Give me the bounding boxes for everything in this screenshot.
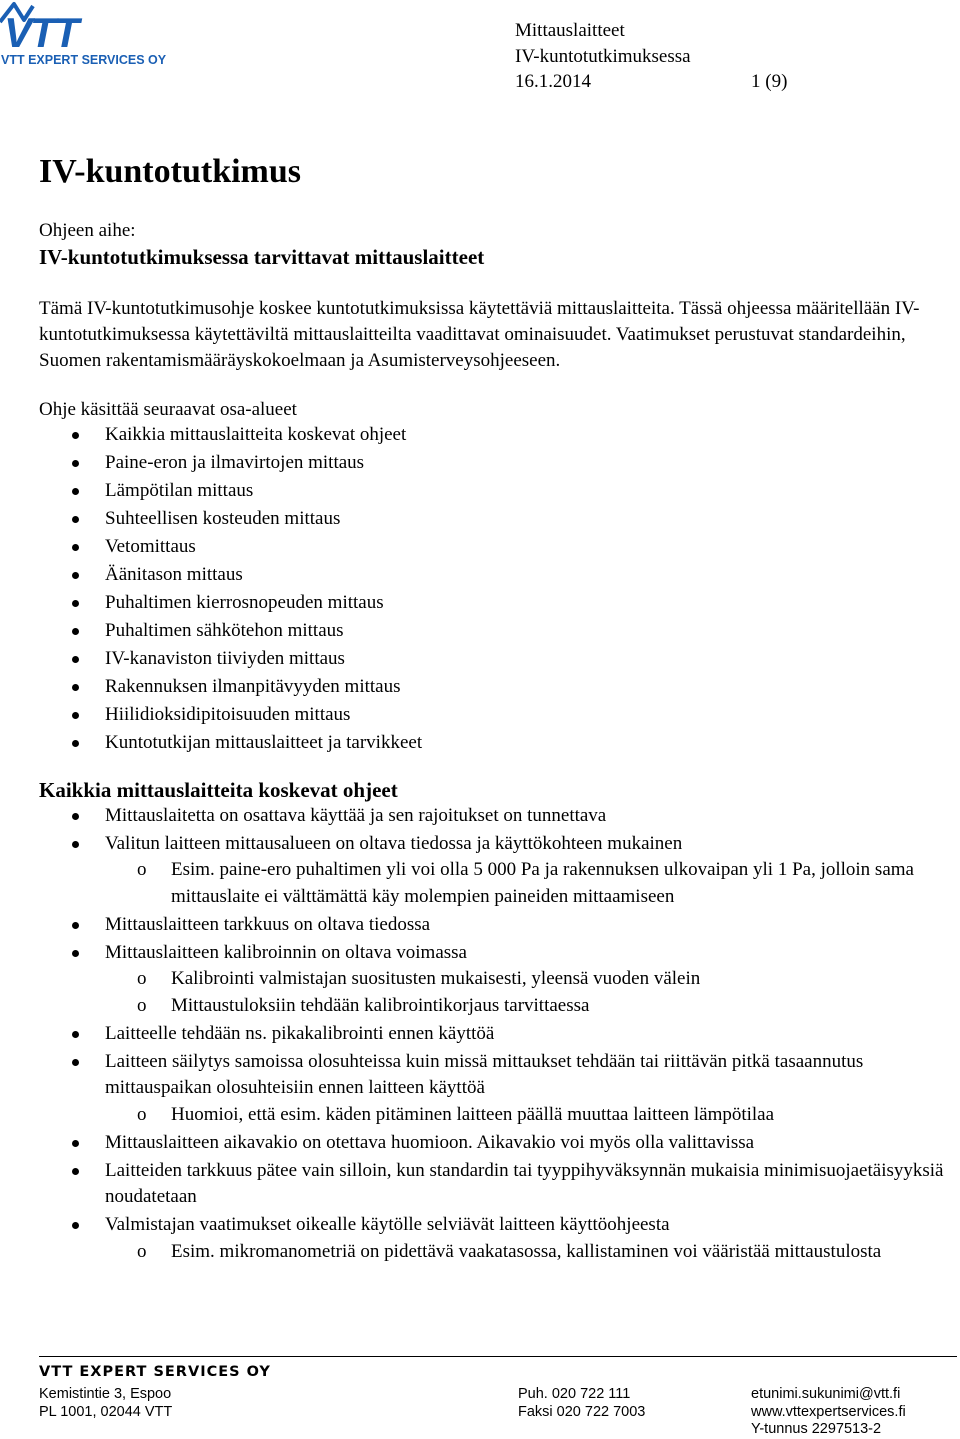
- requirement-item-text: Mittauslaitteen aikavakio on otettava huomioon. Aikavakio voi myös olla valittavissa: [105, 1131, 755, 1153]
- scope-item-text: Kuntotutkijan mittauslaitteet ja tarvikkeet: [105, 732, 423, 753]
- requirement-item-text: Valitun laitteen mittausalueen on oltava tiedossa ja käyttökohteen mukainen: [105, 832, 683, 854]
- sub-list: [0, 857, 951, 910]
- bullet-icon: [72, 1059, 79, 1066]
- sub-bullet-icon: o: [137, 859, 147, 880]
- footer-divider: [39, 1356, 957, 1357]
- requirement-item-text: Laitteelle tehdään ns. pikakalibrointi ennen käyttöä: [105, 1022, 495, 1044]
- bullet-icon: [72, 488, 79, 495]
- footer-fax: Faksi 020 722 7003: [518, 1403, 646, 1420]
- intro-paragraph: Tämä IV-kuntotutkimusohje koskee kuntotutkimuksissa käytettäviä mittauslaitteita. Tässä ohjeessa määritellään IV-kuntotutkimuksessa käytettäviltä mittauslaitteilta vaadittavat ominaisuudet. Vaatimukset perustuvat standardeihin, Suomen rakentamismääräyskokoelmaan ja Asumisterveysohjeeseen.: [39, 298, 920, 371]
- sub-list: [0, 1239, 951, 1266]
- bullet-icon: [72, 628, 79, 635]
- logo-subtitle: VTT EXPERT SERVICES OY: [1, 53, 167, 67]
- sub-bullet-icon: o: [137, 1240, 147, 1262]
- sub-list: [0, 1102, 951, 1129]
- scope-item: [0, 589, 945, 617]
- topic-label: Ohjeen aihe:: [39, 220, 136, 241]
- requirement-item: [0, 831, 951, 911]
- bullet-icon: [72, 656, 79, 663]
- bullet-icon: [72, 572, 79, 579]
- bullet-icon: [72, 432, 79, 439]
- document-header: [515, 18, 805, 95]
- footer-contact: [518, 1386, 645, 1421]
- document-title: IV-kuntotutkimus: [39, 153, 302, 190]
- requirement-item: [0, 803, 951, 830]
- requirement-item-text: Laitteiden tarkkuus pätee vain silloin, kun standardin tai tyyppihyväksynnän mukaisia minimisuojaetäisyyksiä noudatetaan: [105, 1159, 944, 1207]
- scope-item: [0, 421, 945, 449]
- requirement-item-text: Mittauslaitetta on osattava käyttää ja sen rajoitukset on tunnettava: [105, 804, 607, 826]
- logo-text: VTT: [4, 9, 78, 56]
- scope-item: [0, 505, 945, 533]
- scope-item-text: Kaikkia mittauslaitteita koskevat ohjeet: [105, 424, 407, 445]
- scope-item-text: Lämpötilan mittaus: [105, 480, 254, 501]
- sub-item-text: Kalibrointi valmistajan suositusten mukaisesti, yleensä vuoden välein: [171, 968, 701, 989]
- bullet-icon: [72, 740, 79, 747]
- requirement-item: [0, 1130, 951, 1157]
- sub-item-text: Esim. paine-ero puhaltimen yli voi olla 5 000 Pa ja rakennuksen ulkovaipan yli 1 Pa, jolloin sama mittauslaite ei välttämättä käy molempien paineiden mittaamiseen: [171, 859, 914, 907]
- header-date: 16.1.2014: [515, 71, 591, 92]
- footer-business-id: Y-tunnus 2297513-2: [751, 1421, 882, 1437]
- scope-item-text: IV-kanaviston tiiviyden mittaus: [105, 648, 345, 669]
- bullet-icon: [72, 1222, 79, 1229]
- sub-bullet-icon: o: [137, 1103, 147, 1125]
- requirements-list: [0, 801, 951, 1265]
- bullet-icon: [72, 1140, 79, 1147]
- bullet-icon: [72, 1031, 79, 1038]
- requirement-item: [0, 1158, 951, 1211]
- scope-item: [0, 533, 945, 561]
- company-logo: [0, 0, 175, 70]
- footer-company: VTT EXPERT SERVICES OY: [39, 1364, 271, 1380]
- footer-web: [751, 1386, 906, 1439]
- requirement-item-text: Laitteen säilytys samoissa olosuhteissa kuin missä mittaukset tehdään tai riittävän pitkä tasaannutus mittauspaikan olosuhteisiin ennen laitteen käyttöä: [105, 1050, 864, 1098]
- scope-item: [0, 561, 945, 589]
- sub-item-text: Esim. mikromanometriä on pidettävä vaakatasossa, kallistaminen voi vääristää mittaustulosta: [171, 1240, 882, 1262]
- scope-item-text: Suhteellisen kosteuden mittaus: [105, 508, 341, 529]
- footer-address: [39, 1386, 172, 1421]
- requirement-item-text: Mittauslaitteen tarkkuus on oltava tiedossa: [105, 913, 431, 935]
- scope-item: [0, 645, 945, 673]
- footer-address-line-1: Kemistintie 3, Espoo: [39, 1386, 172, 1402]
- scope-item-text: Paine-eron ja ilmavirtojen mittaus: [105, 452, 365, 473]
- bullet-icon: [72, 813, 79, 820]
- page-number: 1 (9): [751, 71, 788, 92]
- bullet-icon: [72, 544, 79, 551]
- bullet-icon: [72, 684, 79, 691]
- footer-address-line-2: PL 1001, 02044 VTT: [39, 1403, 173, 1420]
- requirement-item: [0, 912, 951, 939]
- requirement-item: [0, 1212, 951, 1265]
- bullet-icon: [72, 712, 79, 719]
- scope-item-text: Puhaltimen kierrosnopeuden mittaus: [105, 592, 384, 613]
- section-heading: Kaikkia mittauslaitteita koskevat ohjeet: [39, 778, 398, 802]
- requirement-item-text: Mittauslaitteen kalibroinnin on oltava voimassa: [105, 941, 467, 963]
- scope-item: [0, 477, 945, 505]
- requirement-item: [0, 940, 951, 1020]
- footer-phone: Puh. 020 722 111: [518, 1386, 631, 1402]
- footer-website[interactable]: www.vttexpertservices.fi: [751, 1403, 906, 1420]
- header-line-2: IV-kuntotutkimuksessa: [515, 45, 691, 67]
- scope-item-text: Hiilidioksidipitoisuuden mittaus: [105, 704, 351, 725]
- sub-list: [0, 966, 951, 1019]
- bullet-icon: [72, 950, 79, 957]
- requirement-item-text: Valmistajan vaatimukset oikealle käytölle selviävät laitteen käyttöohjeesta: [105, 1214, 670, 1235]
- requirement-item: [0, 1021, 951, 1048]
- header-line-1: Mittauslaitteet: [515, 20, 625, 41]
- requirement-item: [0, 1049, 951, 1129]
- bullet-icon: [72, 516, 79, 523]
- sub-item: [0, 1239, 951, 1266]
- sub-item: [0, 857, 951, 910]
- scope-item: [0, 701, 945, 729]
- sub-item: [0, 966, 951, 993]
- scope-item-text: Vetomittaus: [105, 536, 196, 557]
- sub-bullet-icon: o: [137, 968, 147, 989]
- footer-email[interactable]: etunimi.sukunimi@vtt.fi: [751, 1386, 901, 1402]
- sub-item: [0, 1102, 951, 1129]
- scope-item: [0, 729, 945, 757]
- vtt-logo-mark: [0, 0, 175, 70]
- bullet-icon: [72, 460, 79, 467]
- scope-item: [0, 449, 945, 477]
- sub-item-text: Huomioi, että esim. käden pitäminen laitteen päällä muuttaa laitteen lämpötilaa: [171, 1103, 775, 1125]
- topic-heading: IV-kuntotutkimuksessa tarvittavat mittauslaitteet: [39, 245, 485, 269]
- scope-item-text: Rakennuksen ilmanpitävyyden mittaus: [105, 676, 401, 697]
- scope-item-text: Äänitason mittaus: [105, 564, 243, 585]
- scope-item: [0, 673, 945, 701]
- scope-list: [0, 421, 945, 757]
- scope-item: [0, 617, 945, 645]
- sub-item-text: Mittaustuloksiin tehdään kalibrointikorjaus tarvittaessa: [171, 994, 590, 1016]
- bullet-icon: [72, 922, 79, 929]
- scope-item-text: Puhaltimen sähkötehon mittaus: [105, 620, 344, 641]
- scope-intro: Ohje käsittää seuraavat osa-alueet: [39, 399, 297, 420]
- sub-bullet-icon: o: [137, 994, 147, 1016]
- sub-item: [0, 993, 951, 1020]
- bullet-icon: [72, 841, 79, 848]
- bullet-icon: [72, 600, 79, 607]
- bullet-icon: [72, 1168, 79, 1175]
